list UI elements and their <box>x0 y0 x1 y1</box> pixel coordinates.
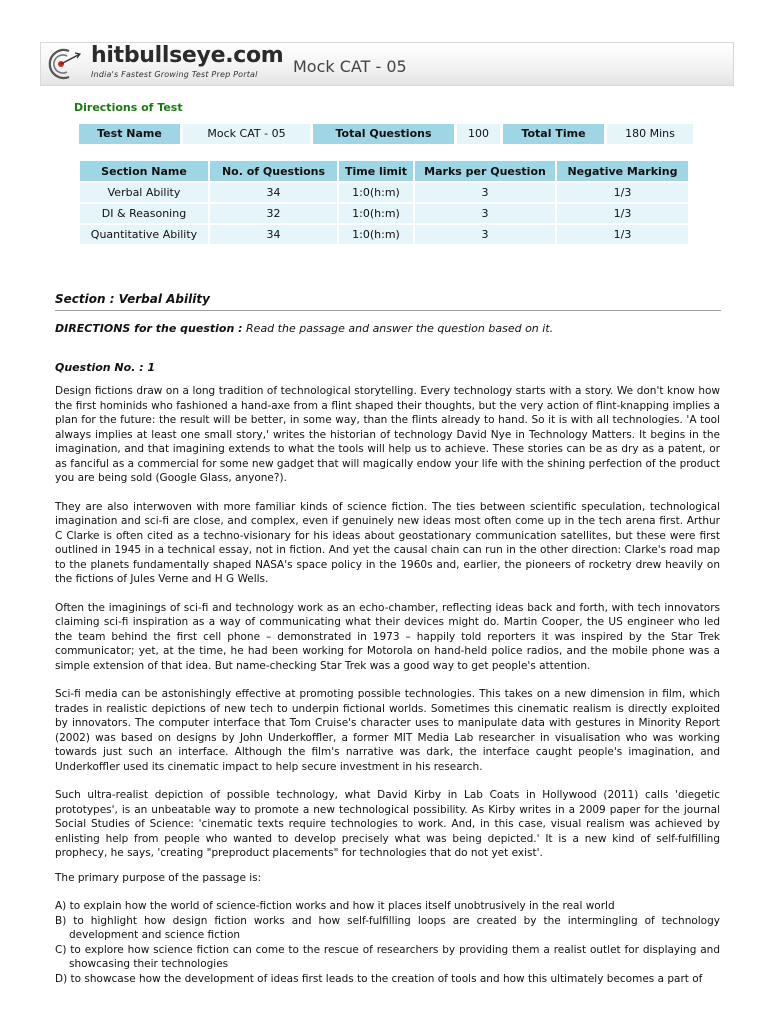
test-name-label: Test Name <box>79 124 180 144</box>
column-header: Section Name <box>80 161 208 181</box>
column-header: Time limit <box>339 161 413 181</box>
directions-label: DIRECTIONS for the question : <box>55 322 243 335</box>
total-time-value: 180 Mins <box>607 124 693 144</box>
table-cell: 34 <box>210 225 337 244</box>
answer-options <box>55 899 720 986</box>
test-name-value: Mock CAT - 05 <box>183 124 310 144</box>
table-cell: DI & Reasoning <box>80 204 208 223</box>
option-a[interactable]: A) to explain how the world of science-fiction works and how it places itself unobtrusively in the real world <box>55 900 615 912</box>
table-row <box>80 183 688 202</box>
section-heading: Section : Verbal Ability <box>55 292 210 306</box>
table-cell: Quantitative Ability <box>80 225 208 244</box>
passage-paragraph: Often the imaginings of sci-fi and technology work as an echo-chamber, reflecting ideas back and forth, with tech innovators claiming sci-fi inspiration as a way of communicating what their devices might do. Martin Cooper, the US engineer who led the team behind the first cell phone – demonstrated in 1973 – happily told reporters it was inspired by the Star Trek communicator; yet, at the time, he had been working for Motorola on hand-held police radios, and the mobile phone was a simple extension of that idea. But name-checking Star Trek was a good way to get people's attention. <box>55 601 720 672</box>
total-time-label: Total Time <box>503 124 604 144</box>
table-cell: 1:0(h:m) <box>339 183 413 202</box>
question-number: Question No. : 1 <box>55 361 156 374</box>
table-cell: 3 <box>415 204 555 223</box>
directions-text: Read the passage and answer the question based on it. <box>242 322 554 335</box>
passage-paragraph: Sci-fi media can be astonishingly effective at promoting possible technologies. This takes on a new dimension in film, which trades in realistic depictions of new tech to underpin fictional worlds. Sometimes this cinematic realism is directly exploited by innovators. The computer interface that Tom Cruise's character uses to manipulate data with gestures in Minority Report (2002) was based on designs by John Underkoffler, a former MIT Media Lab researcher in visualisation who was working towards just such an interface. Although the film's narrative was dark, the interface caught people's imagination, and Underkoffler used its cinematic impact to help secure investment in his research. <box>55 688 720 773</box>
option-c[interactable]: C) to explore how science fiction can come to the rescue of researchers by providing them a realist outlet for displaying and showcasing their technologies <box>55 943 720 970</box>
option-d[interactable]: D) to showcase how the development of ideas first leads to the creation of tools and how this ultimately becomes a part of <box>55 972 703 985</box>
table-cell: 3 <box>415 183 555 202</box>
passage-paragraph: Design fictions draw on a long tradition of technological storytelling. Every technology starts with a story. We don't know how the first hominids who fashioned a hand-axe from a flint shaped their thoughts, but the very action of flint-knapping implies a plan for the future: the result will be better, in some way, than the flints already to hand. So it is with all technologies. 'A tool always implies at least one small story,' writes the historian of technology David Nye in Technology Matters. It begins in the imagination, and that imagining extends to what the tools will help us to achieve. These stories can be as dry as a patent, or as fanciful as a commercial for some new gadget that will magically endow your life with the shining perfection of the product you are being sold (Google Glass, anyone?). <box>55 385 720 484</box>
site-header <box>40 42 734 86</box>
question-text: The primary purpose of the passage is: <box>55 871 262 884</box>
table-cell: 32 <box>210 204 337 223</box>
bullseye-logo-icon <box>47 47 81 81</box>
section-divider <box>55 310 721 311</box>
table-cell: 34 <box>210 183 337 202</box>
column-header: Marks per Question <box>415 161 555 181</box>
total-questions-value: 100 <box>457 124 500 144</box>
logo-text[interactable]: hitbullseye.com <box>91 43 284 68</box>
passage <box>55 384 720 986</box>
table-cell: 3 <box>415 225 555 244</box>
passage-paragraph: They are also interwoven with more familiar kinds of science fiction. The ties between scientific speculation, technological imagination and sci-fi are close, and complex, even if genuinely new ideas most often come up in the tech arena first. Arthur C Clarke is often cited as a techno-visionary for his ideas about geostationary communication satellites, but these were first outlined in 1945 in a technical essay, not in fiction. And yet the causal chain can run in the other direction: Clarke's road map to the planets fundamentally shaped NASA's space policy in the 1960s and, earlier, the pioneers of rocketry drew heavily on the fictions of Jules Verne and H G Wells. <box>55 500 720 585</box>
page-title: Mock CAT - 05 <box>293 57 407 76</box>
directions-of-test-heading: Directions of Test <box>74 101 183 114</box>
sections-table <box>78 159 690 246</box>
question-directions <box>55 322 553 335</box>
test-summary-bar <box>79 124 696 144</box>
table-cell: 1/3 <box>557 225 688 244</box>
tagline: India's Fastest Growing Test Prep Portal <box>91 70 258 79</box>
table-row <box>80 204 688 223</box>
table-cell: 1/3 <box>557 204 688 223</box>
table-cell: 1:0(h:m) <box>339 204 413 223</box>
table-cell: Verbal Ability <box>80 183 208 202</box>
table-cell: 1:0(h:m) <box>339 225 413 244</box>
column-header: No. of Questions <box>210 161 337 181</box>
option-b[interactable]: B) to highlight how design fiction works and how self-fulfilling loops are created by the intermingling of technology development and science fiction <box>55 914 720 941</box>
passage-paragraph: Such ultra-realist depiction of possible technology, what David Kirby in Lab Coats in Hollywood (2011) calls 'diegetic prototypes', is an unbeatable way to promote a new technological possibility. As Kirby writes in a 2009 paper for the journal Social Studies of Science: 'cinematic texts require technologies to work. And, in this case, visual realism was achieved by enlisting help from people who wanted to develop precisely what was being depicted.' It is a new kind of self-fulfilling prophecy, he says, 'creating "preproduct placements" for technologies that do not yet exist'. <box>55 789 720 859</box>
column-header: Negative Marking <box>557 161 688 181</box>
total-questions-label: Total Questions <box>313 124 454 144</box>
table-row <box>80 225 688 244</box>
table-header-row <box>80 161 688 181</box>
table-cell: 1/3 <box>557 183 688 202</box>
